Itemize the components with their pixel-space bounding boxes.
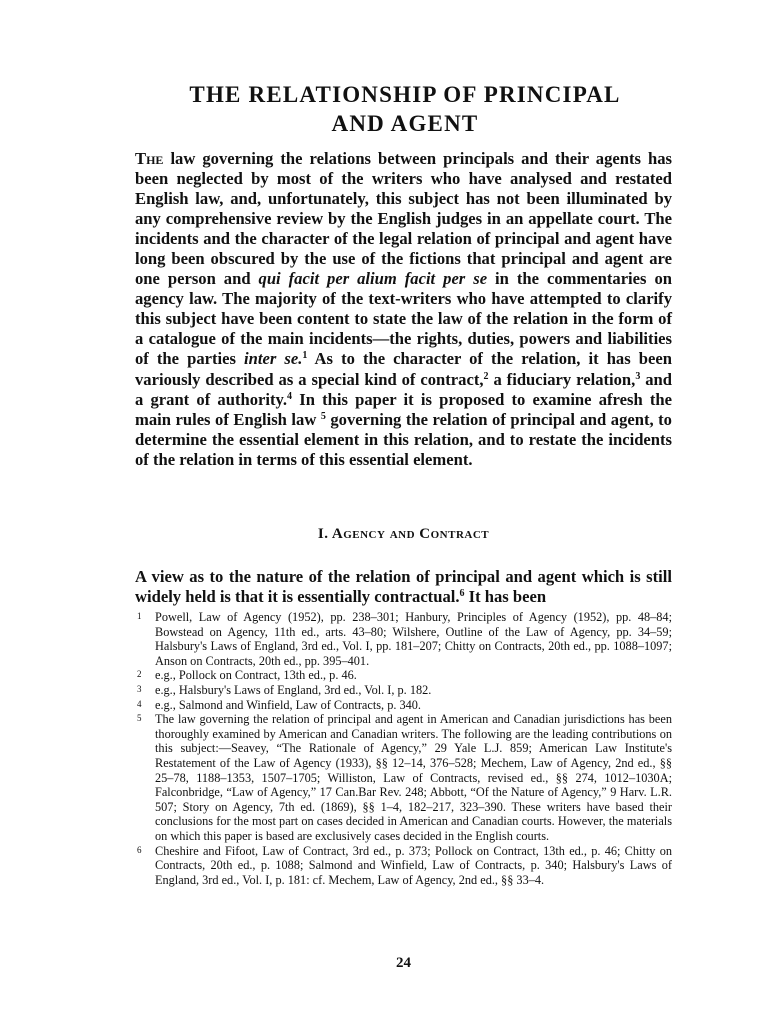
footnote bbox=[135, 668, 672, 683]
footnote-text: e.g., Pollock on Contract, 13th ed., p. 46. bbox=[155, 668, 357, 683]
footnote bbox=[135, 698, 672, 713]
footnotes-list bbox=[135, 610, 672, 887]
intro-lead-word: The bbox=[135, 149, 164, 168]
article-title bbox=[135, 80, 675, 138]
footnote-text: Cheshire and Fifoot, Law of Contract, 3rd ed., p. 373; Pollock on Contract, 13th ed., p. 46; Chitty on Contracts, 20th ed., p. 1088; Salmond and Winfield, Law of Contracts, p. 340; Halsbury's Laws of England, 3rd ed., Vol. I, p. 181: cf. Mechem, Law of Agency, 2nd ed., §§ 33–4. bbox=[155, 843, 672, 887]
footnote-number: 2 bbox=[137, 669, 142, 680]
footnote bbox=[135, 844, 672, 888]
footnote-number: 6 bbox=[137, 844, 142, 855]
intro-paragraph bbox=[135, 149, 672, 470]
footnote-ref-1: 1 bbox=[302, 350, 308, 362]
footnote-text: e.g., Halsbury's Laws of England, 3rd ed., Vol. I, p. 182. bbox=[155, 682, 432, 697]
footnote-ref-2: 2 bbox=[483, 370, 489, 382]
footnote-text: Powell, Law of Agency (1952), pp. 238–301; Hanbury, Principles of Agency (1952), pp. 48–84; Bowstead on Agency, 11th ed., arts. 43–80; Wilshere, Outline of the Law of Agency, pp. 34–59; Halsbury's Laws of England, 3rd ed., Vol. I, pp. 181–207; Chitty on Contracts, 20th ed., pp. 1088–1097; Anson on Contracts, 20th ed., pp. 395–401. bbox=[155, 610, 672, 668]
intro-latin-maxim: qui facit per alium facit per se bbox=[258, 269, 488, 289]
footnote-number: 1 bbox=[137, 611, 142, 621]
footnote bbox=[135, 683, 672, 698]
footnote-ref-4: 4 bbox=[287, 390, 293, 402]
footnote-text: e.g., Salmond and Winfield, Law of Contracts, p. 340. bbox=[155, 697, 422, 712]
intro-text-4: a fiduciary relation, bbox=[488, 369, 636, 389]
footnote bbox=[135, 610, 672, 668]
intro-text-7: governing the relation of principal and agent, to determine the essential element in this relation, and to restate the incidents of the relation in terms of this essential element. bbox=[135, 409, 672, 469]
intro-text-1: law governing the relations between principals and their agents has been neglected by most of the writers who have analysed and restated English law, and, unfortunately, this subject has not been illuminated by any comprehensive review by the English judges in an appellate court. The incidents and the character of the legal relation of principal and agent have long been obscured by the use of the fictions that principal and agent are one person and bbox=[135, 149, 672, 289]
section-text-2: It has been bbox=[464, 586, 547, 606]
intro-latin-inter-se: inter se. bbox=[244, 349, 303, 369]
footnote-number: 5 bbox=[137, 713, 142, 724]
page-number: 24 bbox=[396, 955, 411, 971]
footnote-number: 3 bbox=[137, 683, 142, 694]
intro-text-6: In this paper it is proposed to examine afresh the main rules of English law bbox=[135, 389, 672, 429]
intro-text-3: As to the character of the relation, it has been variously described as a special kind of contract, bbox=[135, 349, 672, 389]
footnote-text: The law governing the relation of principal and agent in American and Canadian jurisdictions has been thoroughly examined by American and Canadian writers. The following are the leading contributions on this subject:—Seavey, “The Rationale of Agency,” 29 Yale L.J. 859; American Law Institute's Restatement of the Law of Agency (1933), §§ 12–14, 376–528; Mechem, Law of Agency, 2nd ed., §§ 25–78, 1188–1353, 1507–1705; Williston, Law of Contracts, revised ed., §§ 274, 1012–1030A; Falconbridge, “Law of Agency,” 17 Can.Bar Rev. 248; Abbott, “Of the Nature of Agency,” 9 Harv. L.R. 507; Story on Agency, 7th ed. (1869), §§ 1–4, 182–217, 323–390. These writers have based their conclusions for the most part on cases decided in American and Canadian courts. However, the materials on which this paper is based are exclusively cases decided in the English courts. bbox=[155, 712, 672, 843]
footnote-ref-5: 5 bbox=[320, 410, 326, 422]
intro-text-5: and a grant of authority. bbox=[135, 369, 673, 409]
footnote-ref-3: 3 bbox=[635, 370, 641, 382]
section-text-1: A view as to the nature of the relation of principal and agent which is still widely held is that it is essentially contractual. bbox=[135, 566, 672, 606]
footnote bbox=[135, 712, 672, 843]
intro-text-2: in the commentaries on agency law. The majority of the text-writers who have attempted to clarify this subject have been content to state the law of the relation in the form of a catalogue of the main incidents—the rights, duties, powers and liabilities of the parties bbox=[135, 269, 672, 369]
section-heading: I. Agency and Contract bbox=[317, 526, 490, 542]
footnote-number: 4 bbox=[137, 698, 142, 709]
article-title-line-2: AND AGENT bbox=[331, 111, 479, 136]
article-title-line-1: THE RELATIONSHIP OF PRINCIPAL bbox=[189, 82, 621, 107]
footnote-ref-6: 6 bbox=[459, 587, 465, 599]
